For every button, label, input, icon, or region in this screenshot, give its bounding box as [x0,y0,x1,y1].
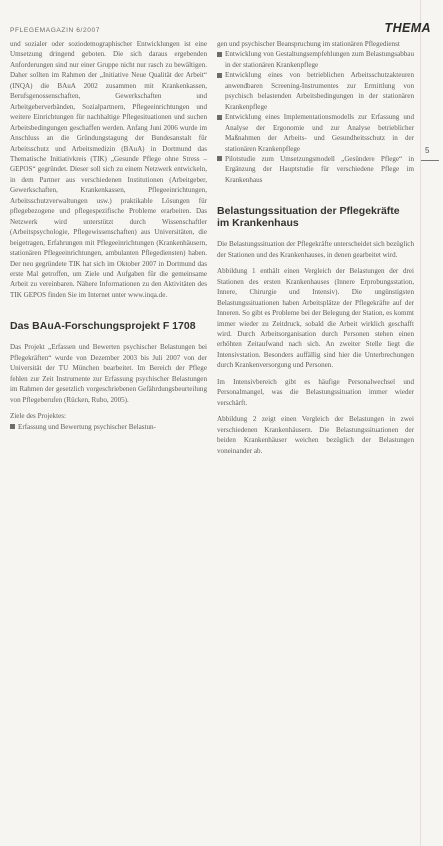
body-paragraph: Im Intensivbereich gibt es häufige Personalwechsel und Personalmangel, was die Belastungssituation immer wieder verschärft. [217,377,414,407]
body-paragraph: Abbildung 2 zeigt einen Vergleich der Belastungen in zwei verschiedenen Krankenhäusern. Die Belastungssituationen der beiden Krankenhäuser weichen bezüglich der Belastungen voneinander ab. [217,415,414,455]
aims-bullet-text: Entwicklung eines von betrieblichen Arbeitsschutzakteuren anwendbaren Screening-Instrumentes zur Ermittlung von psychisch belastenden Arbeitsbedingungen in der stationären Krankenpflege [225,71,414,111]
aims-bullet-continued-text: gen und psychischer Beanspruchung im stationären Pflegedienst [217,40,400,48]
aims-bullet [10,422,207,432]
right-column [217,39,414,462]
page-number: 5 [425,146,430,155]
aims-bullet-text: Entwicklung eines Implementationsmodells zur Erfassung und Analyse der Ergonomie und zur Analyse betrieblicher Maßnahmen der Arbeits- und Gesundheitsschutz in der stationären Krankenpflege [225,113,414,153]
project-heading: Das BAuA-Forschungsprojekt F 1708 [10,320,196,333]
aims-bullet [217,49,414,70]
bullet-square-icon [217,115,222,120]
magazine-header: PFLEGEMAGAZIN 6/2007 [10,27,101,34]
page-fold-shadow [420,0,421,846]
aims-label: Ziele des Projektes: [10,412,66,421]
bullet-square-icon [217,73,222,78]
left-column [10,39,207,432]
aims-bullet [217,70,414,112]
body-paragraph: Abbildung 1 enthält einen Vergleich der Belastungen der drei Stationen des ersten Krankenhauses (Innere Erprobungsstation, Innere, Chirurgie und Intensiv). Die ungünstigsten Belastungssituationen haben Arbeitsplätze der Pflegekräfte auf der Inneren. So gibt es Probleme bei der Belegung der Station, es kommt immer wieder zu Zeitdruck, sobald die Arbeit wirklich geschafft wird. Durch Arbeitsorganisation durch Personen stehen einen erhöhten Zeitaufwand nach sich. An zweiter Stelle liegt die Intensivstation. Besonders auffällig sind hier die Unterbrechungen durch Krankenversorgung und Personen. [217,267,414,370]
aims-bullet [217,112,414,154]
page-number-rule [421,160,439,161]
intro-paragraph: und sozialer oder soziodemographischer Entwicklungen ist eine Umsetzung dringend geboten. Die sich daraus ergebenden Anforderungen sind nur einer Gruppe nicht nur rasch zu bewältigen. Daher sollten im Rahmen der „Initiative Neue Qualität der Arbeit“ (INQA) die BAuA 2002 zusammen mit Krankenkassen, Berufsgenossenschaften, Gewerkschaften und Arbeitgeberverbänden, Sozialpartnern, Pflegeeinrichtungen und weitere Einrichtungen für nachhaltige Pflegesituationen und suchen Arbeitsbedingungen geschaffen werden. Anfang Juni 2006 wurde im Anschluss an die Gründungstagung der Bundesanstalt für Arbeitsschutz und Arbeitsmedizin (BAuA) in Dortmund das Thematische Initiativkreis (TIK) „Gesunde Pflege ohne Stress – GEPOS“ gegründet. Dieser soll sich zu einem Netzwerk entwickeln, in dem Partner aus verschiedenen Institutionen (Arbeitgeber, Gewerkschaften, Krankenkassen, Pflegeeinrichtungen, Arbeitsschutzverwaltungen usw.) praktikable Lösungen für pflegebezogene und pflegespezifische Probleme erarbeiten. Das Netzwerk wird unterstützt durch Wissenschaftler (Arbeitspsychologie, Pflegewissenschaften) aus Universitäten, die beigetragen, Erfahrungen mit Pflegeeinrichtungen (Krankenhäusern, stationären Pflegeeinrichtungen, ambulanten Pflegediensten) haben. Der neu gegründete TIK hat sich im Oktober 2007 in Dortmund das erste Mal getroffen, um Ziele und Aufgaben für die gemeinsame Arbeit zu vereinbaren. Nähere Informationen zu den Aktivitäten des TIK GEPOS finden Sie im Internet unter www.inqa.de. [10,40,207,299]
aims-bullet-text: Erfassung und Bewertung psychischer Belastun- [18,422,156,431]
aims-bullet [217,154,414,185]
section-title: THEMA [384,21,431,35]
body-paragraph: Die Belastungssituation der Pflegekräfte unterscheidet sich bezüglich der Stationen und des Krankenhauses, in denen gearbeitet wird. [217,240,414,259]
bullet-square-icon [10,424,15,429]
aims-bullet-text: Pilotstudie zum Umsetzungsmodell „Gesündere Pflege“ in Ergänzung der Hauptstudie für verschiedene Pflege im Krankenhaus [225,154,414,184]
bullet-square-icon [217,156,222,161]
project-paragraph: Das Projekt „Erfassen und Bewerten psychischer Belastungen bei Pflegekräften“ wurde von Dezember 2003 bis Juli 2007 von der Universität der TU München bearbeitet. Im Bereich der Pflege fehlen zur Zeit Instrumente zur Erfassung psychischer Belastungen im Rahmen der gesetzlich vorgeschriebenen Gefährdungsbeurteilung von Pflegeberufen (Rücken, Rubo, 2005). [10,343,207,404]
aims-bullet-text: Entwicklung von Gestaltungsempfehlungen zum Belastungsabbau in der stationären Krankenpflege [225,50,414,69]
belastung-heading: Belastungssituation der Pflegekräfte im Krankenhaus [217,205,400,230]
bullet-square-icon [217,52,222,57]
aims-bullet-continued [217,39,414,49]
